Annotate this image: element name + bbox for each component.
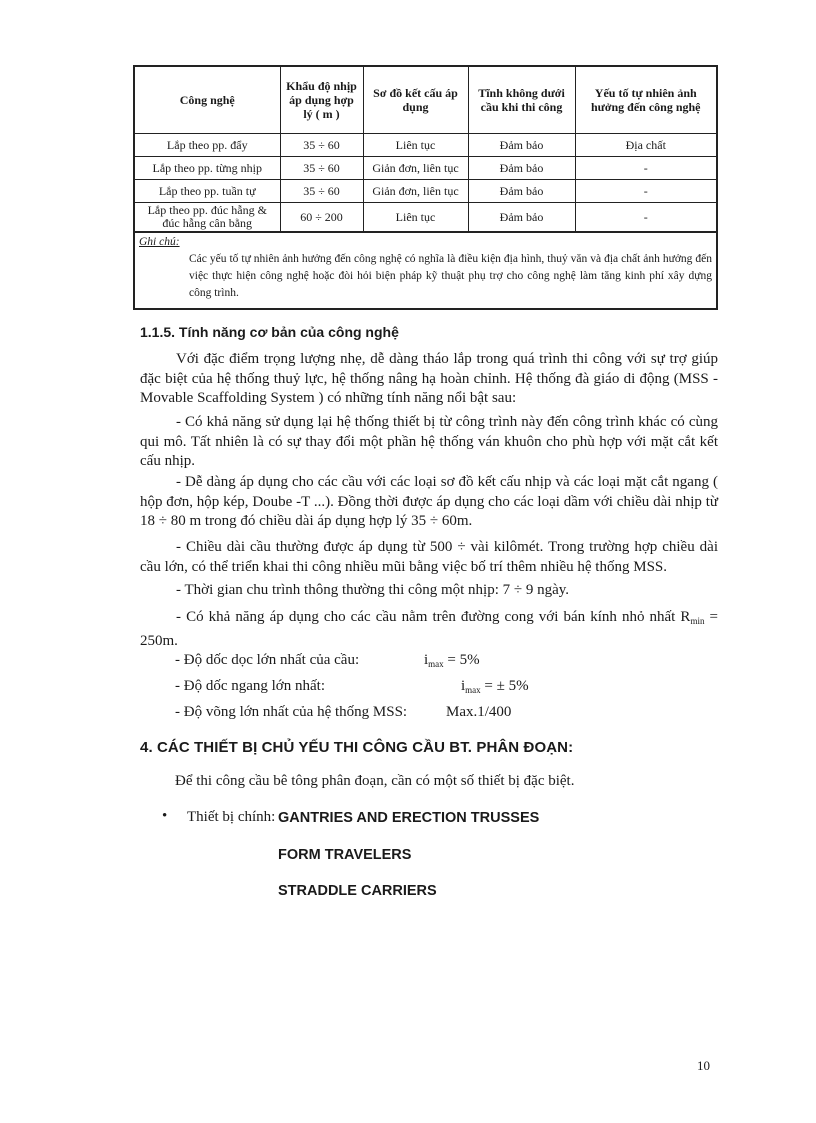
slope-cross-value-group <box>461 677 529 701</box>
note-title: Ghi chú: <box>139 236 180 248</box>
page-number: 10 <box>697 1058 710 1073</box>
table-cell: - <box>575 203 716 232</box>
equipment-label: Thiết bị chính: <box>187 809 276 825</box>
table-row <box>135 134 716 157</box>
slope-long-value: = 5% <box>443 652 480 668</box>
slope-long-label: - Độ dốc dọc lớn nhất của cầu: <box>175 652 360 668</box>
table-cell: Đảm bảo <box>468 203 575 232</box>
table-note <box>135 232 716 308</box>
feature-paragraph: - Có khả năng sử dụng lại hệ thống thiết bị từ công trình này đến công trình khác có cùng qui mô. Tất nhiên là có sự thay đổi một phần hệ thống ván khuôn cho phù hợp với mặt cắt kết cấu nhịp. <box>140 414 718 469</box>
slope-long-var: i <box>424 652 429 668</box>
intro-paragraph: Với đặc điểm trọng lượng nhẹ, dễ dàng tháo lắp trong quá trình thi công với sự trợ giúp đặc biệt của hệ thống thuỷ lực, hệ thống nâng hạ hoàn chỉnh. Hệ thống đà giáo di động (MSS - Movable Scaffolding System ) có những tính năng nổi bật sau: <box>140 351 718 406</box>
bullet-icon: • <box>162 808 168 824</box>
feature-paragraph: - Thời gian chu trình thông thường thi công một nhịp: 7 ÷ 9 ngày. <box>176 582 570 598</box>
slope-long-sub: max <box>428 659 444 669</box>
table-row <box>135 157 716 180</box>
table-cell: 35 ÷ 60 <box>280 180 363 203</box>
table-cell: Địa chất <box>575 134 716 157</box>
slope-cross-sub: max <box>465 685 481 695</box>
chapter-intro: Để thi công cầu bê tông phân đoạn, cần có một số thiết bị đặc biệt. <box>175 773 575 789</box>
table-header-row <box>135 67 716 134</box>
table-cell: 35 ÷ 60 <box>280 134 363 157</box>
header-clearance: Tĩnh không dưới cầu khi thi công <box>468 67 575 134</box>
curve-value: = 250m. <box>140 609 718 649</box>
table-cell: Lắp theo pp. đẩy <box>135 134 280 157</box>
table-row <box>135 180 716 203</box>
slope-cross-var: i <box>461 678 466 694</box>
deflection-label: - Độ võng lớn nhất của hệ thống MSS: <box>175 704 408 720</box>
curve-text: - Có khả năng áp dụng cho các cầu nằm trên đường cong với bán kính nhỏ nhất R <box>176 609 691 625</box>
deflection-value: Max.1/400 <box>446 704 512 720</box>
technology-table <box>133 65 718 310</box>
slope-long-line <box>175 651 480 671</box>
section-heading: 1.1.5. Tính năng cơ bản của công nghệ <box>140 324 399 340</box>
equipment-item: STRADDLE CARRIERS <box>278 883 437 899</box>
table-cell: - <box>575 157 716 180</box>
deflection-line <box>175 703 512 723</box>
table-cell: Đảm bảo <box>468 180 575 203</box>
slope-cross-label: - Độ dốc ngang lớn nhất: <box>175 678 325 694</box>
table-cell: Đảm bảo <box>468 134 575 157</box>
header-natural-factors: Yếu tố tự nhiên ảnh hưởng đến công nghệ <box>575 67 716 134</box>
header-structure: Sơ đồ kết cấu áp dụng <box>363 67 468 134</box>
feature-paragraph: - Dễ dàng áp dụng cho các cầu với các loại sơ đồ kết cấu nhịp và các loại mặt cắt ngang ( hộp đơn, hộp kép, Doube -T ...). Đồng thời được áp dụng cho các loại dầm với chiều dài nhịp từ 18 ÷ 80 m trong đó chiều dài áp dụng hợp lý 35 ÷ 60m. <box>140 474 718 529</box>
table-cell: Giản đơn, liên tục <box>363 157 468 180</box>
table-cell: 60 ÷ 200 <box>280 203 363 232</box>
equipment-item: FORM TRAVELERS <box>278 847 412 863</box>
slope-cross-line <box>175 677 529 697</box>
table-cell: - <box>575 180 716 203</box>
header-technology: Công nghệ <box>135 67 280 134</box>
table-cell: Liên tục <box>363 134 468 157</box>
table-row <box>135 203 716 232</box>
table-cell: Lắp theo pp. đúc hẫng & đúc hẫng cân bằng <box>135 203 280 232</box>
table-cell: Liên tục <box>363 203 468 232</box>
note-text: Các yếu tố tự nhiên ảnh hưởng đến công nghệ có nghĩa là điều kiện địa hình, thuỷ văn và địa chất ảnh hưởng đến việc thực hiện công nghệ hoặc đòi hỏi biện pháp kỹ thuật phụ trợ cho công nghệ làm tăng kinh phí xây dựng công trình. <box>189 253 712 299</box>
slope-cross-value: = ± 5% <box>480 678 529 694</box>
curve-paragraph <box>140 608 718 651</box>
table-cell: Giản đơn, liên tục <box>363 180 468 203</box>
slope-long-value-group <box>424 651 480 675</box>
comparison-table <box>135 67 716 232</box>
equipment-item: GANTRIES AND ERECTION TRUSSES <box>278 810 540 826</box>
feature-paragraph: - Chiều dài cầu thường được áp dụng từ 500 ÷ vài kilômét. Trong trường hợp chiều dài cầu lớn, có thể triển khai thi công nhiều mũi bằng việc bố trí thêm nhiều hệ thống MSS. <box>140 539 718 575</box>
table-cell: 35 ÷ 60 <box>280 157 363 180</box>
header-span: Khẩu độ nhịp áp dụng hợp lý ( m ) <box>280 67 363 134</box>
curve-subscript: min <box>690 616 705 626</box>
table-cell: Đảm bảo <box>468 157 575 180</box>
table-cell: Lắp theo pp. tuần tự <box>135 180 280 203</box>
chapter-heading: 4. CÁC THIẾT BỊ CHỦ YẾU THI CÔNG CẦU BT. PHÂN ĐOẠN: <box>140 739 574 756</box>
table-cell: Lắp theo pp. từng nhịp <box>135 157 280 180</box>
